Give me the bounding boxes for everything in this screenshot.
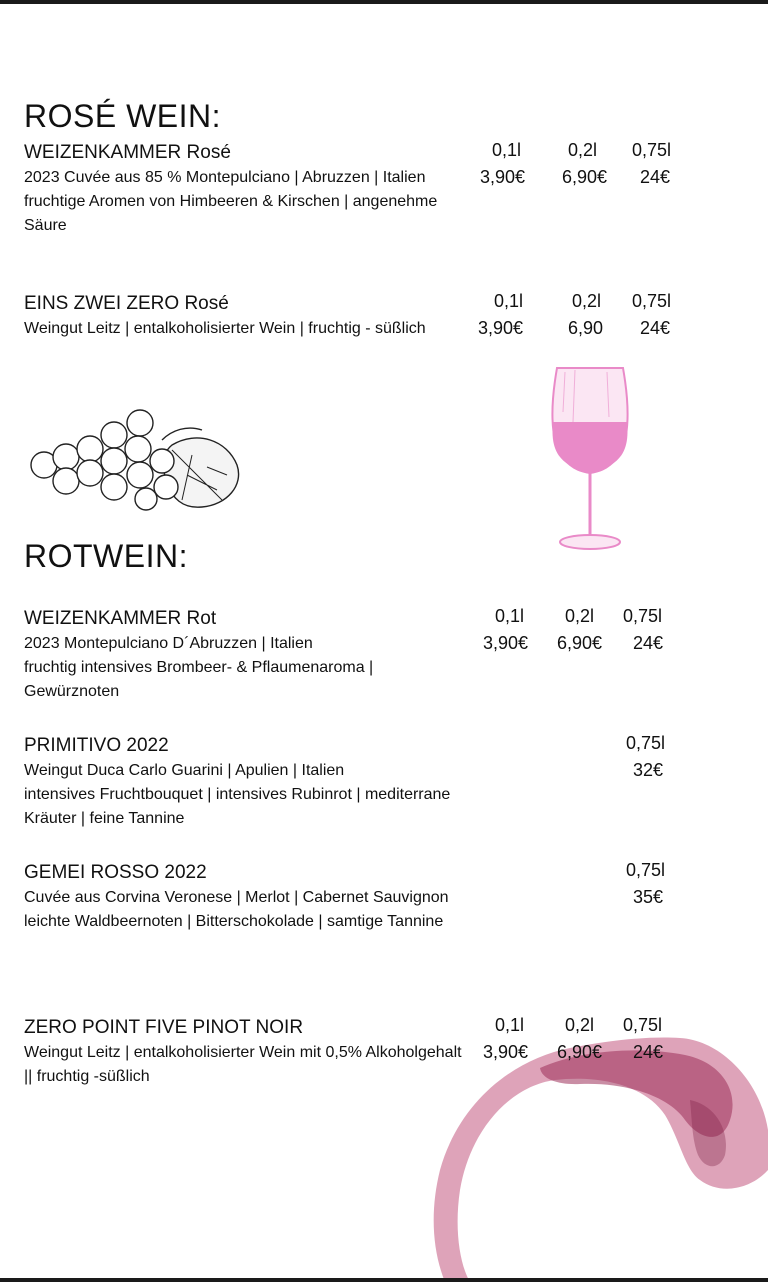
wine-description: Weingut Duca Carlo Guarini | Apulien | Italien	[24, 762, 345, 779]
wine-description: leichte Waldbeernoten | Bitterschokolade | samtige Tannine	[24, 913, 444, 930]
size-label: 0,2l	[568, 140, 598, 160]
section-title-rotwein: ROTWEIN:	[24, 538, 188, 574]
wine-name: WEIZENKAMMER Rosé	[24, 142, 231, 163]
price: 6,90	[568, 318, 604, 338]
price: 24€	[640, 318, 671, 338]
size-label: 0,75l	[626, 860, 666, 880]
size-label: 0,75l	[623, 1015, 663, 1035]
price: 3,90€	[483, 1042, 529, 1062]
wine-primitivo-2022	[24, 733, 464, 831]
wine-description: fruchtig intensives Brombeer- & Pflaumenaroma | Gewürznoten	[24, 659, 374, 700]
price: 3,90€	[478, 318, 524, 338]
wine-eins-zwei-zero-rose	[24, 291, 464, 341]
size-row	[483, 1015, 703, 1042]
size-label: 0,2l	[565, 1015, 595, 1035]
wine-name: PRIMITIVO 2022	[24, 735, 169, 756]
wine-description: Cuvée aus Corvina Veronese | Merlot | Cabernet Sauvignon	[24, 889, 449, 906]
wine-zero-point-five-pinot-noir	[24, 1015, 464, 1089]
price: 6,90€	[557, 1042, 603, 1062]
wine-description: fruchtige Aromen von Himbeeren & Kirschen | angenehme Säure	[24, 193, 438, 234]
price-block	[626, 733, 706, 787]
size-label: 0,2l	[572, 291, 602, 311]
price: 35€	[633, 887, 664, 907]
size-label: 0,1l	[495, 606, 525, 626]
price: 3,90€	[480, 167, 526, 187]
size-label: 0,2l	[565, 606, 595, 626]
size-label: 0,1l	[492, 140, 522, 160]
price-block	[626, 860, 706, 914]
price-block	[483, 606, 703, 660]
top-border	[0, 0, 768, 4]
price-row	[626, 760, 706, 787]
size-label: 0,1l	[494, 291, 524, 311]
grapes-icon	[22, 405, 242, 515]
bottom-border	[0, 1278, 768, 1282]
size-row	[626, 733, 706, 760]
price-row	[483, 633, 703, 660]
size-label: 0,1l	[495, 1015, 525, 1035]
size-label: 0,75l	[626, 733, 666, 753]
price-block	[483, 1015, 703, 1069]
section-title-rose: ROSÉ WEIN:	[24, 98, 222, 134]
size-label: 0,75l	[623, 606, 663, 626]
size-row	[626, 860, 706, 887]
wine-name: WEIZENKAMMER Rot	[24, 608, 217, 629]
price: 24€	[633, 633, 664, 653]
wine-gemei-rosso-2022	[24, 860, 464, 934]
size-label: 0,75l	[632, 291, 672, 311]
wine-description: intensives Fruchtbouquet | intensives Rubinrot | mediterrane Kräuter | feine Tannine	[24, 786, 451, 827]
wine-description: Weingut Leitz | entalkoholisierter Wein | fruchtig - süßlich	[24, 320, 426, 337]
size-row	[483, 606, 703, 633]
price-row	[480, 167, 700, 194]
wine-name: EINS ZWEI ZERO Rosé	[24, 293, 229, 314]
price: 6,90€	[557, 633, 603, 653]
price: 24€	[633, 1042, 664, 1062]
price-row	[626, 887, 706, 914]
price-block	[478, 291, 698, 345]
price-row	[478, 318, 698, 345]
price: 24€	[640, 167, 671, 187]
price: 32€	[633, 760, 664, 780]
price: 6,90€	[562, 167, 608, 187]
price: 3,90€	[483, 633, 529, 653]
wine-name: GEMEI ROSSO 2022	[24, 862, 207, 883]
wine-name: ZERO POINT FIVE PINOT NOIR	[24, 1017, 304, 1038]
price-block	[480, 140, 700, 194]
wine-glass-icon	[545, 362, 635, 554]
size-row	[480, 140, 700, 167]
wine-weizenkammer-rose	[24, 140, 464, 238]
size-label: 0,75l	[632, 140, 672, 160]
wine-description: Weingut Leitz | entalkoholisierter Wein mit 0,5% Alkoholgehalt || fruchtig -süßlich	[24, 1044, 462, 1085]
price-row	[483, 1042, 703, 1069]
size-row	[478, 291, 698, 318]
wine-weizenkammer-rot	[24, 606, 464, 704]
wine-description: 2023 Montepulciano D´Abruzzen | Italien	[24, 635, 313, 652]
wine-description: 2023 Cuvée aus 85 % Montepulciano | Abruzzen | Italien	[24, 169, 426, 186]
